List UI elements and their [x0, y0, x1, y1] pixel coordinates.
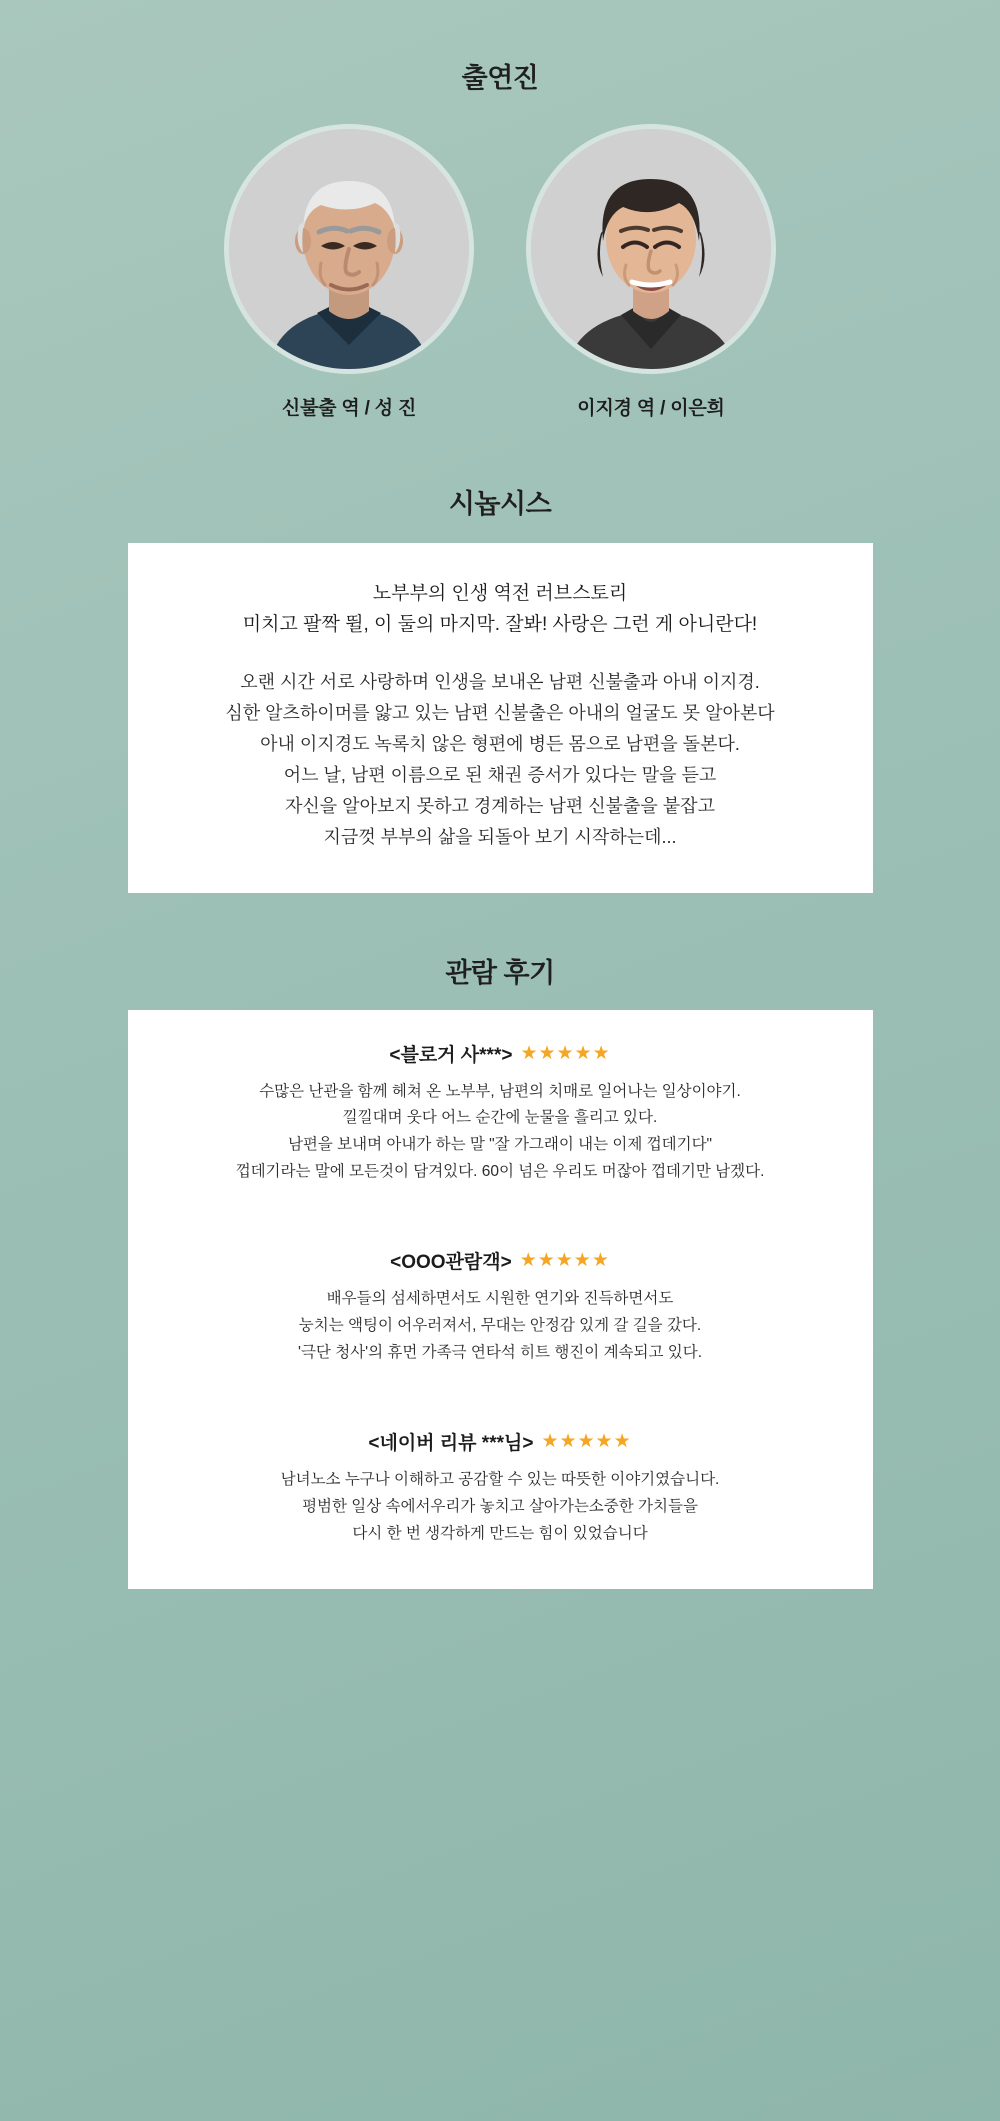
- review-line: 껍데기라는 말에 모든것이 담겨있다. 60이 넘은 우리도 머잖아 껍데기만 남겠다.: [235, 1162, 765, 1180]
- review-item: [140, 1040, 861, 1186]
- cast-member-name: 이지경 역 / 이은희: [577, 398, 725, 420]
- review-body: [140, 1079, 861, 1186]
- cast-section-title: 출연진: [461, 63, 539, 94]
- review-line: 평범한 일상 속에서우리가 놓치고 살아가는소중한 가치들을: [302, 1497, 698, 1515]
- review-author: <네이버 리뷰 ***님>: [368, 1433, 534, 1455]
- elder-man-portrait-avatar: [229, 129, 469, 369]
- review-line: 눙치는 액팅이 어우러져서, 무대는 안정감 있게 갈 길을 갔다.: [298, 1316, 702, 1334]
- synopsis-body-line: 오랜 시간 서로 사랑하며 인생을 보내온 남편 신불출과 아내 이지경.: [240, 671, 760, 692]
- review-header: [140, 1247, 861, 1274]
- synopsis-body-line: 아내 이지경도 녹록치 않은 형편에 병든 몸으로 남편을 돌본다.: [260, 733, 740, 754]
- review-line: 남편을 보내며 아내가 하는 말 "잘 가그래이 내는 이제 껍데기다": [287, 1135, 713, 1153]
- rating-stars: ★★★★★: [520, 1042, 611, 1064]
- synopsis-lead-line: 미치고 팔짝 뛸, 이 둘의 마지막. 잘봐! 사랑은 그런 게 아니란다!: [242, 614, 758, 636]
- review-author: <블로거 사***>: [389, 1044, 513, 1066]
- review-header: [140, 1040, 861, 1067]
- synopsis-body-line: 지금껏 부부의 삶을 되돌아 보기 시작하는데...: [323, 826, 677, 847]
- synopsis-body-line: 심한 알츠하이머를 앓고 있는 남편 신불출은 아내의 얼굴도 못 알아본다: [225, 702, 775, 723]
- bottom-spacer: [128, 1589, 873, 1659]
- synopsis-body: [142, 667, 859, 853]
- synopsis-body-line: 어느 날, 남편 이름으로 된 채권 증서가 있다는 말을 듣고: [283, 764, 717, 785]
- rating-stars: ★★★★★: [519, 1250, 610, 1272]
- review-line: 다시 한 번 생각하게 만드는 힘이 있었습니다: [352, 1524, 648, 1542]
- synopsis-lead-line: 노부부의 인생 역전 러브스토리: [372, 583, 628, 605]
- review-line: '극단 청사'의 휴먼 가족극 연타석 히트 행진이 계속되고 있다.: [297, 1343, 703, 1361]
- synopsis-body-line: 자신을 알아보지 못하고 경계하는 남편 신불출을 붙잡고: [285, 795, 715, 816]
- synopsis-section-title: 시놉시스: [448, 489, 552, 520]
- reviews-section-title: 관람 후기: [445, 957, 555, 988]
- review-line: 배우들의 섬세하면서도 시원한 연기와 진득하면서도: [326, 1290, 674, 1308]
- cast-member: [531, 129, 771, 420]
- review-author: <OOO관람객>: [390, 1252, 512, 1274]
- review-item: [140, 1247, 861, 1366]
- cast-list: [128, 129, 873, 420]
- review-header: [140, 1428, 861, 1455]
- reviews-panel: [128, 1010, 873, 1590]
- review-body: [140, 1286, 861, 1366]
- elder-woman-portrait-avatar: [531, 129, 771, 369]
- review-item: [140, 1428, 861, 1547]
- review-line: 수많은 난관을 함께 헤쳐 온 노부부, 남편의 치매로 일어나는 일상이야기.: [259, 1082, 741, 1100]
- rating-stars: ★★★★★: [541, 1431, 632, 1453]
- poster-page: [128, 0, 873, 1659]
- review-body: [140, 1467, 861, 1547]
- cast-member-name: 신불출 역 / 성 진: [281, 398, 417, 420]
- review-line: 남녀노소 누구나 이해하고 공감할 수 있는 따뜻한 이야기였습니다.: [280, 1471, 720, 1489]
- cast-member: [229, 129, 469, 420]
- review-line: 낄낄대며 웃다 어느 순간에 눈물을 흘리고 있다.: [342, 1109, 658, 1127]
- synopsis-lead: [142, 579, 859, 641]
- synopsis-panel: [128, 543, 873, 892]
